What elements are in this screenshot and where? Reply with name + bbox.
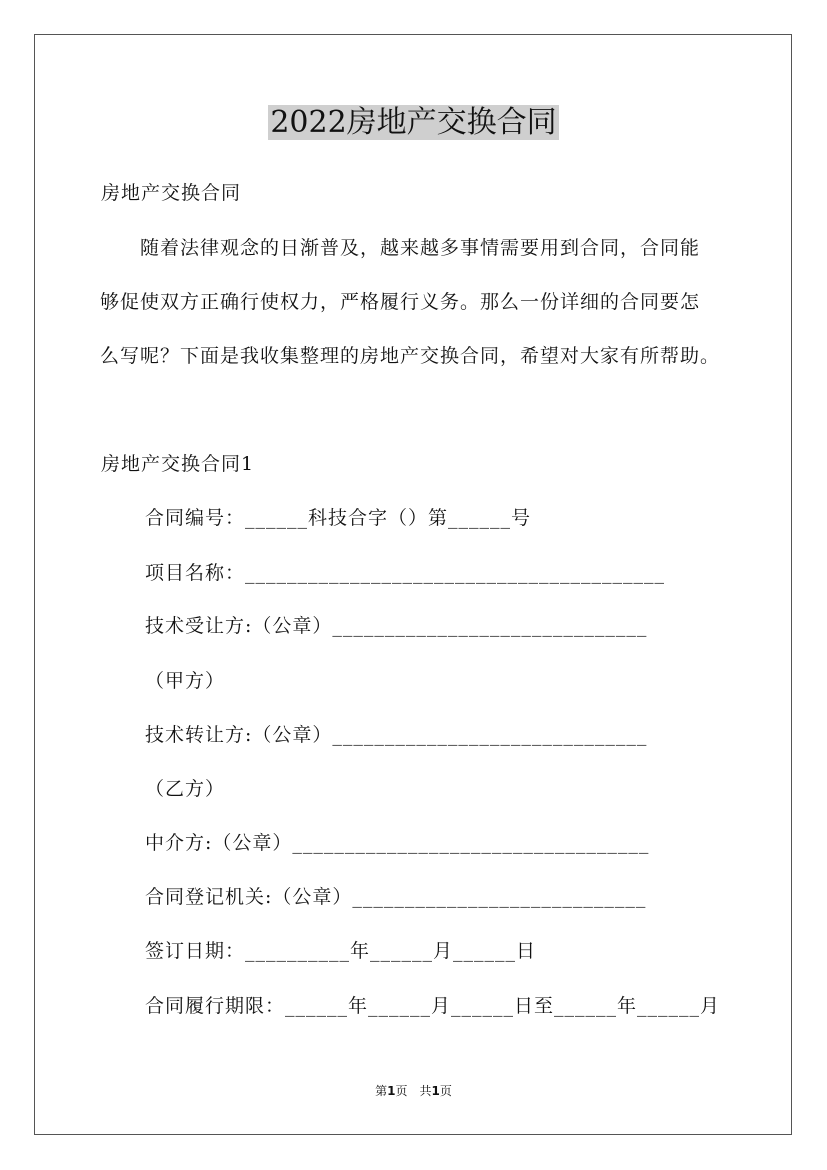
- footer-total-pages: 1: [431, 1084, 440, 1098]
- footer-suffix: 页: [439, 1084, 452, 1098]
- intermediary-field: 中介方:（公章）__________________________________: [145, 832, 650, 854]
- intro-line-3: 么写呢？下面是我收集整理的房地产交换合同，希望对大家有所帮助。: [100, 345, 721, 367]
- section-heading: 房地产交换合同1: [101, 453, 255, 475]
- transferor-field: 技术转让方:（公章）______________________________: [145, 724, 648, 746]
- footer-current-page: 1: [387, 1084, 396, 1098]
- party-a-label: （甲方）: [145, 670, 226, 692]
- document-title: [0, 103, 827, 143]
- registration-authority-field: 合同登记机关:（公章）____________________________: [145, 886, 647, 908]
- performance-period-field: 合同履行期限：______年______月______日至______年______月: [145, 995, 721, 1017]
- document-subtitle: 房地产交换合同: [101, 182, 242, 204]
- project-name-field: 项目名称：________________________________________: [145, 562, 666, 584]
- intro-line-2: 够促使双方正确行使权力，严格履行义务。那么一份详细的合同要怎: [100, 291, 701, 313]
- document-title-text: 2022房地产交换合同: [270, 105, 557, 140]
- party-b-label: （乙方）: [145, 778, 226, 800]
- signing-date-field: 签订日期：__________年______月______日: [145, 940, 537, 962]
- footer-mid: 页 共: [395, 1084, 432, 1098]
- page-footer: [0, 1083, 827, 1099]
- intro-line-1: 随着法律观念的日渐普及，越来越多事情需要用到合同，合同能: [100, 237, 701, 259]
- footer-prefix: 第: [375, 1084, 388, 1098]
- transferee-field: 技术受让方:（公章）______________________________: [145, 615, 648, 637]
- contract-number-field: 合同编号：______科技合字（）第______号: [145, 507, 532, 529]
